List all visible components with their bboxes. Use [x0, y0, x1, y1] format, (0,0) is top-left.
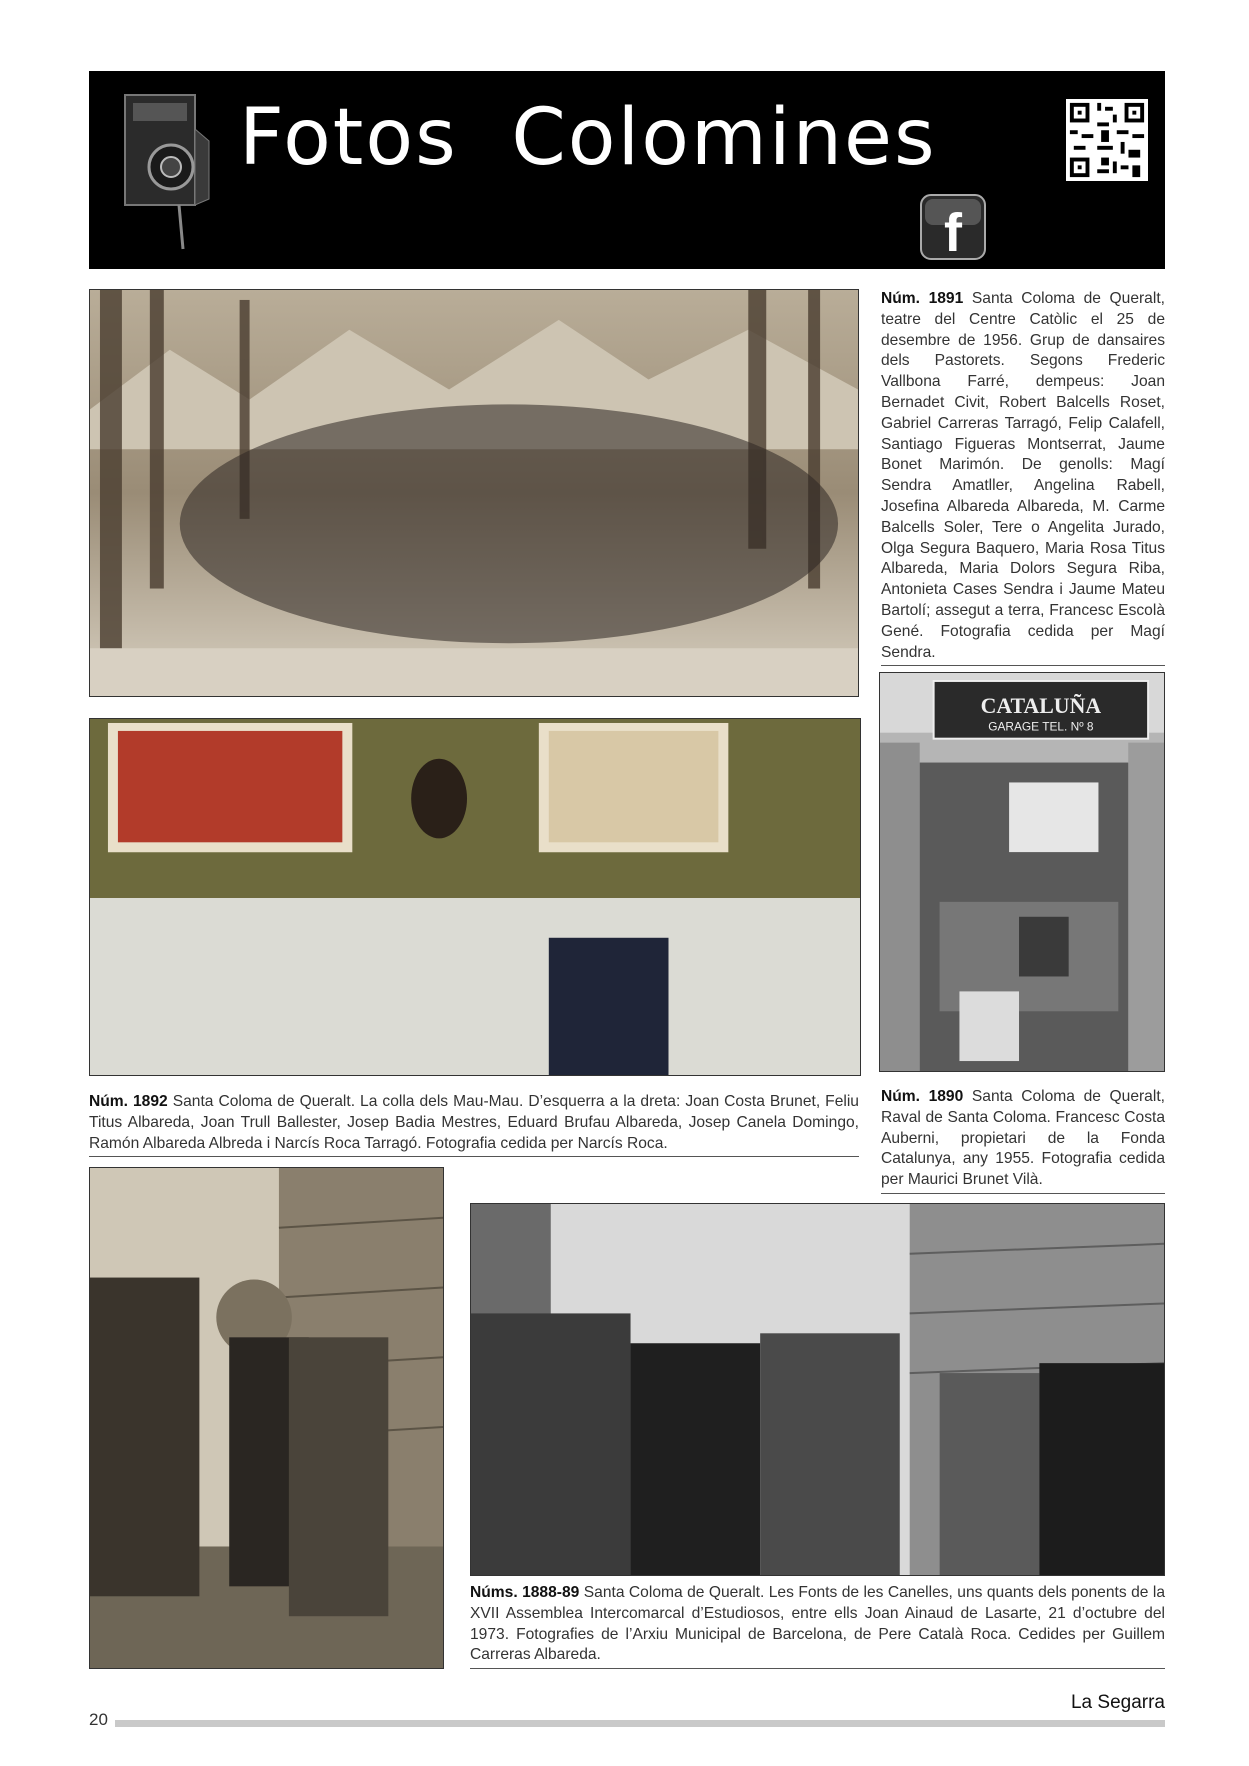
photo-1889 [470, 1203, 1165, 1576]
caption-number: Núm. 1890 [881, 1088, 964, 1105]
caption-1888-89 [470, 1583, 1165, 1669]
photo-1890 [879, 672, 1165, 1072]
magazine-name: La Segarra [1070, 1692, 1165, 1713]
caption-1892 [89, 1092, 859, 1157]
sign-main: CATALUÑA [980, 693, 1102, 718]
header-banner [89, 71, 1165, 269]
caption-text: Santa Coloma de Queralt, teatre del Centre Catòlic el 25 de desembre de 1956. Grup de dansaires dels Pastorets. Segons Frederic Vallbona Farré, dempeus: Joan Bernadet Civit, Robert Balcells Roset, Gabriel Carreras Tarragó, Felip Calafell, Santiago Figueras Montserrat, Jaume Bonet Marimón. De genolls: Magí Sendra Amatller, Angelina Rabell, Josefina Albareda Albareda, M. Carme Balcells Soler, Tere o Angelita Jurado, Olga Segura Baquero, Maria Rosa Titus Albareda, Maria Dolors Segura Riba, Antonieta Cases Sendra i Jaume Mateu Bartolí; assegut a terra, Francesc Escolà Gené. Fotografia cedida per Magí Sendra. [881, 290, 1165, 661]
caption-number: Núm. 1891 [881, 290, 964, 307]
caption-1891 [881, 289, 1165, 666]
caption-text: Santa Coloma de Queralt, Raval de Santa Coloma. Francesc Costa Auberni, propietari de la Fonda Catalunya, any 1955. Fotografia cedida per Maurici Brunet Vilà. [881, 1088, 1165, 1189]
photo-1892 [89, 718, 861, 1076]
caption-1890 [881, 1087, 1165, 1194]
camera-icon [119, 89, 211, 251]
page-title: Fotos Colomines [239, 93, 937, 183]
caption-text: Santa Coloma de Queralt. La colla dels Mau-Mau. D’esquerra a la dreta: Joan Costa Brunet, Feliu Titus Albareda, Joan Trull Ballester, Josep Badia Mestres, Eduard Brufau Albareda, Josep Canela Domingo, Ramón Albareda Albreda i Narcís Roca Tarragó. Fotografia cedida per Narcís Roca. [89, 1093, 859, 1152]
caption-number: Núms. 1888-89 [470, 1584, 580, 1601]
caption-number: Núm. 1892 [89, 1093, 168, 1110]
page-number: 20 [89, 1710, 108, 1729]
sign-sub: GARAGE TEL. Nº 8 [988, 719, 1094, 734]
photo-1891 [89, 289, 859, 697]
caption-text: Santa Coloma de Queralt. Les Fonts de les Canelles, uns quants dels ponents de la XVII Assemblea Intercomarcal d’Estudiosos, entre ells Joan Ainaud de Lasarte, 21 d’octubre del 1973. Fotografies de l’Arxiu Municipal de Barcelona, de Pere Català Roca. Cedides per Guillem Carreras Albareda. [470, 1584, 1165, 1664]
svg-text:f: f [944, 203, 962, 261]
footer-rule [115, 1720, 1165, 1727]
qr-code-icon [1066, 99, 1148, 181]
photo-1888 [89, 1167, 444, 1669]
facebook-icon[interactable] [919, 193, 987, 261]
